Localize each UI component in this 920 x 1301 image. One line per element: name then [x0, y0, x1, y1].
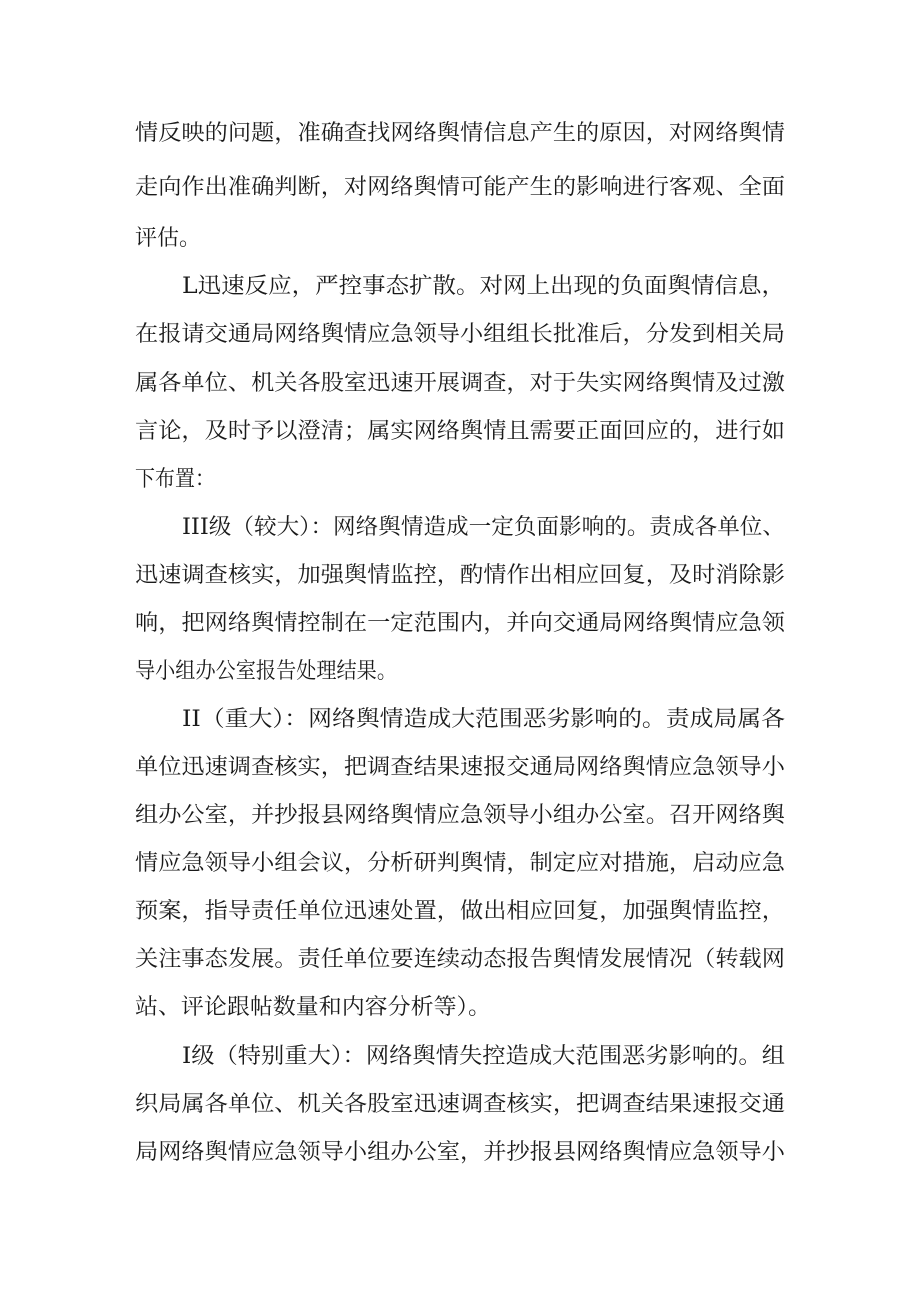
text-line-content: II（重大）：网络舆情造成大范围恶劣影响的。责成局属各 [182, 707, 785, 732]
text-line [0, 1126, 920, 1180]
text-line-content: 预案，指导责任单位迅速处置，做出相应回复，加强舆情监控， [135, 899, 785, 924]
text-line [0, 260, 920, 314]
text-line-content: 情反映的问题，准确查找网络舆情信息产生的原因，对网络舆情 [135, 121, 785, 146]
text-line [0, 308, 920, 362]
text-line-content: I级（特别重大）：网络舆情失控造成大范围恶劣影响的。组 [182, 1044, 785, 1069]
text-line [0, 741, 920, 795]
text-line-content: 走向作出准确判断，对网络舆情可能产生的影响进行客观、全面 [135, 175, 785, 200]
text-line-content: 织局属各单位、机关各股室迅速调查核实，把调查结果速报交通 [135, 1092, 785, 1117]
text-line-content: 评估。 [135, 226, 201, 251]
text-line-content: 单位迅速调查核实，把调查结果速报交通局网络舆情应急领导小 [135, 755, 785, 780]
text-line [0, 837, 920, 891]
text-line [0, 1030, 920, 1084]
text-line-content: 组办公室，并抄报县网络舆情应急领导小组办公室。召开网络舆 [135, 803, 785, 828]
text-line-content: 属各单位、机关各股室迅速开展调查，对于失实网络舆情及过激 [135, 371, 785, 396]
text-line [0, 549, 920, 603]
text-line-content: 情应急领导小组会议，分析研判舆情，制定应对措施，启动应急 [135, 851, 785, 876]
text-line-content: 下布置： [135, 467, 215, 492]
text-line [0, 161, 920, 215]
text-line-content: 在报请交通局网络舆情应急领导小组组长批准后，分发到相关局 [135, 322, 785, 347]
text-line [0, 885, 920, 939]
text-line [0, 933, 920, 987]
text-line-content: 迅速调查核实，加强舆情监控，酌情作出相应回复，及时消除影 [135, 563, 785, 588]
text-line-content: L迅速反应，严控事态扩散。对网上出现的负面舆情信息， [182, 274, 785, 299]
text-line-content: 言论，及时予以澄清；属实网络舆情且需要正面回应的，进行如 [135, 419, 785, 444]
text-line-content: 导小组办公室报告处理结果。 [135, 659, 397, 684]
text-line [0, 789, 920, 843]
text-line-content: 关注事态发展。责任单位要连续动态报告舆情发展情况（转载网 [135, 947, 785, 972]
text-line [0, 981, 920, 1035]
text-line [0, 501, 920, 555]
text-line [0, 1078, 920, 1132]
text-line [0, 597, 920, 651]
text-line-content: III级（较大）：网络舆情造成一定负面影响的。责成各单位、 [182, 515, 785, 540]
text-line [0, 357, 920, 411]
text-line [0, 212, 920, 266]
text-line-content: 局网络舆情应急领导小组办公室，并抄报县网络舆情应急领导小 [135, 1140, 785, 1165]
text-line-content: 响，把网络舆情控制在一定范围内，并向交通局网络舆情应急领 [135, 611, 785, 636]
text-line [0, 405, 920, 459]
text-line [0, 645, 920, 699]
text-line-content: 站、评论跟帖数量和内容分析等）。 [135, 995, 491, 1020]
text-line [0, 693, 920, 747]
text-line [0, 453, 920, 507]
text-line [0, 107, 920, 161]
